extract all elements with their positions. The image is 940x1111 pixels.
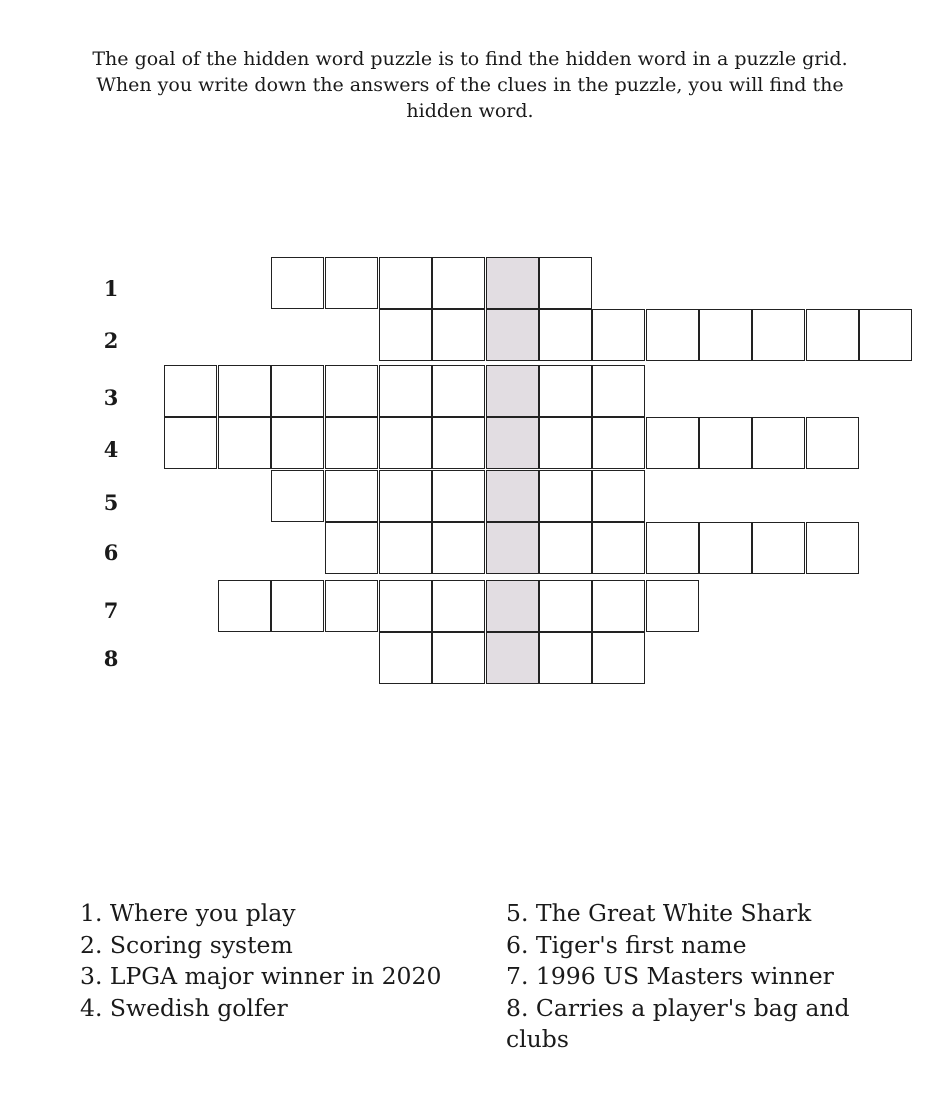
grid-cell[interactable] (379, 632, 432, 684)
grid-cell[interactable] (218, 365, 271, 417)
grid-cell[interactable] (592, 470, 645, 522)
grid-cell[interactable] (325, 365, 378, 417)
clue-8: 8. Carries a player's bag and clubs (506, 993, 850, 1053)
row-number-2: 2 (103, 328, 119, 353)
clue-7: 7. 1996 US Masters winner (506, 962, 834, 990)
hidden-word-cell[interactable] (486, 417, 539, 469)
grid-cell[interactable] (539, 580, 592, 632)
grid-cell[interactable] (806, 522, 859, 574)
hidden-word-cell[interactable] (486, 632, 539, 684)
row-number-7: 7 (103, 598, 119, 623)
grid-cell[interactable] (699, 417, 752, 469)
row-number-8: 8 (103, 646, 119, 671)
grid-cell[interactable] (539, 522, 592, 574)
grid-cell[interactable] (325, 417, 378, 469)
hidden-word-cell[interactable] (486, 470, 539, 522)
grid-cell[interactable] (432, 470, 485, 522)
clue-3: 3. LPGA major winner in 2020 (80, 962, 442, 990)
grid-cell[interactable] (806, 417, 859, 469)
grid-cell[interactable] (539, 309, 592, 361)
grid-cell[interactable] (379, 257, 432, 309)
grid-cell[interactable] (539, 470, 592, 522)
grid-cell[interactable] (218, 580, 271, 632)
grid-cell[interactable] (379, 522, 432, 574)
grid-cell[interactable] (218, 417, 271, 469)
clue-1: 1. Where you play (80, 899, 296, 927)
grid-cell[interactable] (432, 365, 485, 417)
grid-cell[interactable] (646, 580, 699, 632)
grid-cell[interactable] (325, 257, 378, 309)
grid-cell[interactable] (539, 417, 592, 469)
grid-cell[interactable] (271, 417, 324, 469)
hidden-word-cell[interactable] (486, 365, 539, 417)
grid-cell[interactable] (806, 309, 859, 361)
grid-cell[interactable] (752, 522, 805, 574)
grid-cell[interactable] (592, 417, 645, 469)
clue-6: 6. Tiger's first name (506, 930, 747, 959)
grid-cell[interactable] (592, 580, 645, 632)
grid-cell[interactable] (432, 417, 485, 469)
hidden-word-cell[interactable] (486, 309, 539, 361)
grid-cell[interactable] (752, 309, 805, 361)
grid-cell[interactable] (699, 309, 752, 361)
grid-cell[interactable] (699, 522, 752, 574)
hidden-word-cell[interactable] (486, 257, 539, 309)
grid-cell[interactable] (539, 257, 592, 309)
row-number-5: 5 (103, 490, 119, 515)
grid-cell[interactable] (432, 522, 485, 574)
hidden-word-cell[interactable] (486, 580, 539, 632)
grid-cell[interactable] (539, 365, 592, 417)
grid-cell[interactable] (539, 632, 592, 684)
grid-cell[interactable] (271, 580, 324, 632)
clue-4: 4. Swedish golfer (80, 993, 288, 1022)
grid-cell[interactable] (592, 632, 645, 684)
row-number-4: 4 (103, 437, 119, 462)
grid-cell[interactable] (646, 522, 699, 574)
clue-5: 5. The Great White Shark (506, 899, 812, 927)
grid-cell[interactable] (432, 580, 485, 632)
hidden-word-cell[interactable] (486, 522, 539, 574)
grid-cell[interactable] (325, 522, 378, 574)
grid-cell[interactable] (379, 470, 432, 522)
grid-cell[interactable] (271, 257, 324, 309)
grid-cell[interactable] (325, 470, 378, 522)
grid-cell[interactable] (379, 309, 432, 361)
clue-list-left (80, 898, 480, 1024)
grid-cell[interactable] (646, 417, 699, 469)
grid-cell[interactable] (432, 632, 485, 684)
grid-cell[interactable] (164, 417, 217, 469)
grid-cell[interactable] (164, 365, 217, 417)
row-number-1: 1 (103, 276, 119, 301)
grid-cell[interactable] (646, 309, 699, 361)
grid-cell[interactable] (752, 417, 805, 469)
clue-list-right (506, 898, 886, 1056)
row-number-6: 6 (103, 540, 119, 565)
grid-cell[interactable] (271, 365, 324, 417)
grid-cell[interactable] (432, 309, 485, 361)
grid-cell[interactable] (432, 257, 485, 309)
clue-2: 2. Scoring system (80, 930, 293, 959)
grid-cell[interactable] (592, 522, 645, 574)
grid-cell[interactable] (592, 309, 645, 361)
row-number-3: 3 (103, 385, 119, 410)
grid-cell[interactable] (592, 365, 645, 417)
grid-cell[interactable] (379, 417, 432, 469)
grid-cell[interactable] (379, 580, 432, 632)
grid-cell[interactable] (325, 580, 378, 632)
grid-cell[interactable] (271, 470, 324, 522)
grid-cell[interactable] (859, 309, 912, 361)
instructions-paragraph: The goal of the hidden word puzzle is to find the hidden word in a puzzle grid. When you write down the answers of the clues in the puzzle, you will find the hidden word. (92, 48, 848, 122)
grid-cell[interactable] (379, 365, 432, 417)
